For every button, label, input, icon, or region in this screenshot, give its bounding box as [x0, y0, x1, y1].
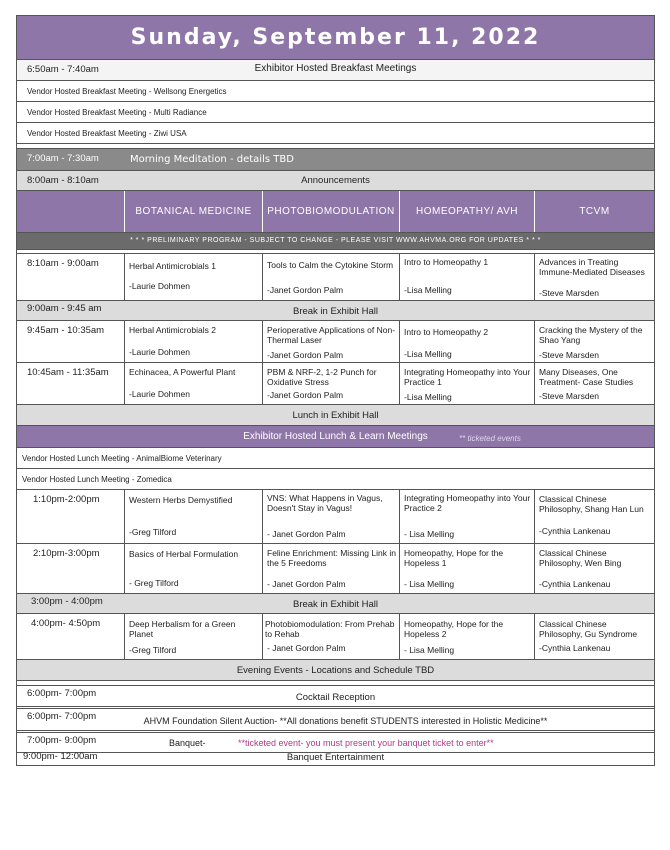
time-label: 9:00pm- 12:00am: [23, 751, 98, 762]
session-cell: [262, 544, 399, 593]
vendor-meeting: Vendor Hosted Breakfast Meeting - Multi Radiance: [27, 108, 207, 117]
session-speaker: - Janet Gordon Palm: [267, 529, 346, 539]
time-label: 6:00pm- 7:00pm: [27, 688, 97, 699]
session-row: [17, 490, 654, 544]
vendor-row: [17, 81, 654, 102]
session-speaker: -Steve Marsden: [539, 391, 599, 401]
session-cell: [262, 321, 399, 362]
session-cell: [399, 363, 534, 404]
time-label: 4:00pm- 4:50pm: [31, 618, 101, 629]
session-cell: [399, 544, 534, 593]
breakfast-label: Exhibitor Hosted Breakfast Meetings: [254, 63, 417, 74]
time-label: 2:10pm-3:00pm: [33, 548, 100, 559]
session-title: Photobiomodulation: From Prehab to Rehab: [265, 619, 395, 639]
time-label: 6:50am - 7:40am: [27, 64, 99, 75]
session-speaker: -Lisa Melling: [404, 349, 452, 359]
session-title: Cracking the Mystery of the Shao Yang: [539, 325, 643, 345]
evening-event-row: [17, 733, 654, 753]
session-title: Western Herbs Demystified: [129, 495, 233, 505]
evening-event-row: [17, 709, 654, 731]
session-row: [17, 363, 654, 405]
event-label: Cocktail Reception: [295, 692, 376, 703]
session-speaker: -Steve Marsden: [539, 350, 599, 360]
time-label: 1:10pm-2:00pm: [33, 494, 100, 505]
preliminary-banner: [17, 233, 654, 250]
track-tcvm: TCVM: [534, 191, 654, 232]
session-title: Integrating Homeopathy into Your Practice 1: [404, 367, 531, 387]
breakfast-row: [17, 60, 654, 81]
session-speaker: -Laurie Dohmen: [129, 389, 190, 399]
session-cell: [534, 254, 654, 300]
session-speaker: -Lisa Melling: [404, 285, 452, 295]
session-speaker: -Steve Marsden: [539, 288, 599, 298]
session-speaker: - Janet Gordon Palm: [267, 579, 346, 589]
session-title: Deep Herbalism for a Green Planet: [129, 619, 236, 639]
session-title: Feline Enrichment: Missing Link in the 5 Freedoms: [267, 548, 396, 568]
session-row: [17, 321, 654, 363]
announcements-row: [17, 171, 654, 191]
session-title: Perioperative Applications of Non-Thermal Laser: [267, 325, 396, 345]
session-title: Intro to Homeopathy 1: [404, 257, 489, 267]
session-title: Classical Chinese Philosophy, Wen Bing: [539, 548, 622, 568]
session-cell: [262, 614, 399, 659]
announcements-label: Announcements: [301, 175, 370, 186]
session-cell: [262, 363, 399, 404]
meditation-label: Morning Meditation - details TBD: [130, 154, 294, 165]
page-title: Sunday, September 11, 2022: [17, 16, 654, 60]
time-label: 6:00pm- 7:00pm: [27, 711, 97, 722]
session-speaker: -Janet Gordon Palm: [267, 350, 344, 360]
event-label: Banquet-: [169, 738, 206, 748]
time-label: 9:45am - 10:35am: [27, 325, 105, 336]
vendor-meeting: Vendor Hosted Lunch Meeting - Zomedica: [22, 475, 172, 484]
time-label: 7:00am - 7:30am: [27, 153, 99, 164]
session-title: Integrating Homeopathy into Your Practice 2: [404, 493, 531, 513]
evening-header-row: [17, 660, 654, 681]
lunch-learn-row: [17, 426, 654, 448]
session-speaker: -Laurie Dohmen: [129, 281, 190, 291]
vendor-row: [17, 469, 654, 490]
lunch-label: Lunch in Exhibit Hall: [292, 410, 379, 421]
session-cell: [534, 321, 654, 362]
session-speaker: - Greg Tilford: [129, 578, 179, 588]
session-title: Tools to Calm the Cytokine Storm: [267, 260, 394, 270]
session-title: Advances in Treating Immune-Mediated Diseases: [539, 257, 645, 277]
session-speaker: -Lisa Melling: [404, 392, 452, 402]
session-title: Classical Chinese Philosophy, Gu Syndrome: [539, 619, 638, 639]
session-cell: [534, 614, 654, 659]
vendor-meeting: Vendor Hosted Breakfast Meeting - Wellsong Energetics: [27, 87, 227, 96]
session-cell: [124, 321, 262, 362]
time-label: 3:00pm - 4:00pm: [31, 596, 103, 607]
session-speaker: -Janet Gordon Palm: [267, 285, 344, 295]
time-label: 10:45am - 11:35am: [27, 367, 109, 378]
vendor-meeting: Vendor Hosted Breakfast Meeting - Ziwi USA: [27, 129, 187, 138]
meditation-row: [17, 149, 654, 171]
session-cell: [124, 490, 262, 543]
session-cell: [124, 614, 262, 659]
session-cell: [534, 363, 654, 404]
vendor-row: [17, 102, 654, 123]
time-label: 8:00am - 8:10am: [27, 175, 99, 186]
session-speaker: - Lisa Melling: [404, 529, 455, 539]
evening-event-row: [17, 686, 654, 707]
session-title: PBM & NRF-2, 1-2 Punch for Oxidative Stress: [267, 367, 377, 387]
session-cell: [124, 363, 262, 404]
session-cell: [534, 544, 654, 593]
session-cell: [399, 490, 534, 543]
evening-label: Evening Events - Locations and Schedule TBD: [236, 665, 435, 676]
vendor-row: [17, 123, 654, 144]
session-cell: [534, 490, 654, 543]
session-title: Many Diseases, One Treatment- Case Studies: [539, 367, 634, 387]
session-cell: [399, 321, 534, 362]
session-cell: [124, 544, 262, 593]
session-speaker: -Laurie Dohmen: [129, 347, 190, 357]
session-speaker: - Janet Gordon Palm: [267, 643, 346, 653]
session-title: Homeopathy, Hope for the Hopeless 1: [404, 548, 504, 568]
session-cell: [124, 254, 262, 300]
session-title: VNS: What Happens in Vagus, Doesn't Stay in Vagus!: [267, 493, 383, 513]
vendor-row: [17, 448, 654, 469]
session-row: [17, 254, 654, 301]
session-speaker: -Cynthia Lankenau: [539, 643, 611, 653]
ticket-note: **ticketed event- you must present your banquet ticket to enter**: [238, 738, 494, 748]
break-label: Break in Exhibit Hall: [292, 599, 378, 610]
ticketed-note: ** ticketed events: [459, 434, 521, 443]
track-photobiomodulation: PHOTOBIOMODULATION: [262, 191, 399, 232]
break-row: [17, 594, 654, 614]
track-header: [17, 191, 654, 233]
lunch-learn-label: Exhibitor Hosted Lunch & Learn Meetings: [243, 431, 428, 442]
session-title: Basics of Herbal Formulation: [129, 549, 239, 559]
session-speaker: -Janet Gordon Palm: [267, 390, 344, 400]
banner-text: * * * PRELIMINARY PROGRAM - SUBJECT TO CHANGE - PLEASE VISIT WWW.AHVMA.ORG FOR UPDATES * * *: [130, 237, 541, 244]
session-title: Herbal Antimicrobials 2: [129, 325, 216, 335]
schedule-table: [16, 15, 655, 766]
lunch-row: [17, 405, 654, 426]
track-homeopathy: HOMEOPATHY/ AVH: [399, 191, 534, 232]
vendor-meeting: Vendor Hosted Lunch Meeting - AnimalBiome Veterinary: [22, 454, 222, 463]
event-label: AHVM Foundation Silent Auction- **All donations benefit STUDENTS interested in Holistic Medicine**: [143, 716, 548, 726]
track-botanical: BOTANICAL MEDICINE: [124, 191, 262, 232]
time-label: 9:00am - 9:45 am: [27, 303, 102, 314]
event-label: Banquet Entertainment: [286, 752, 385, 763]
session-speaker: - Lisa Melling: [404, 645, 455, 655]
time-label: 8:10am - 9:00am: [27, 258, 99, 269]
session-cell: [262, 254, 399, 300]
time-label: 7:00pm- 9:00pm: [27, 735, 97, 746]
session-speaker: -Greg Tilford: [129, 645, 177, 655]
break-label: Break in Exhibit Hall: [292, 306, 378, 317]
session-row: [17, 614, 654, 660]
session-cell: [399, 254, 534, 300]
evening-event-row: [17, 753, 654, 767]
session-speaker: - Lisa Melling: [404, 579, 455, 589]
session-speaker: -Cynthia Lankenau: [539, 579, 611, 589]
session-cell: [399, 614, 534, 659]
session-title: Herbal Antimicrobials 1: [129, 261, 216, 271]
session-title: Homeopathy, Hope for the Hopeless 2: [404, 619, 504, 639]
session-title: Echinacea, A Powerful Plant: [129, 367, 236, 377]
session-cell: [262, 490, 399, 543]
session-speaker: -Cynthia Lankenau: [539, 526, 611, 536]
break-row: [17, 301, 654, 321]
session-title: Classical Chinese Philosophy, Shang Han Lun: [539, 494, 644, 514]
session-row: [17, 544, 654, 594]
session-speaker: -Greg Tilford: [129, 527, 177, 537]
session-title: Intro to Homeopathy 2: [404, 327, 489, 337]
